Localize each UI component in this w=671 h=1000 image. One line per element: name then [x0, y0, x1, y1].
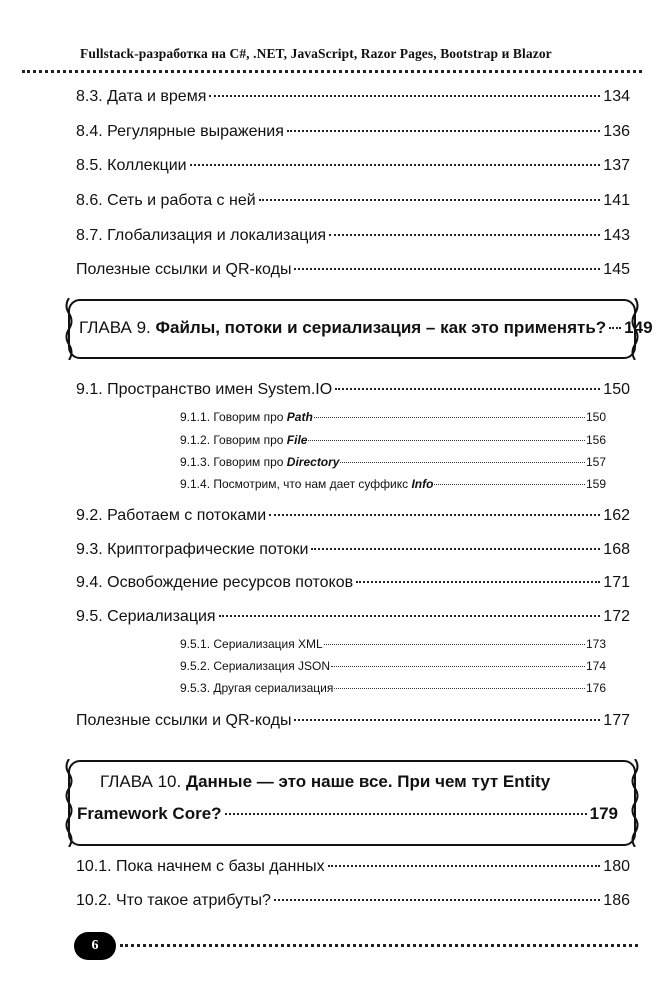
toc-entry[interactable]: [76, 261, 630, 279]
toc-entry-label: 8.3. Дата и время: [76, 88, 207, 105]
toc-subentry[interactable]: [180, 659, 606, 673]
leader-dots: [259, 199, 601, 201]
toc-entry[interactable]: [76, 892, 630, 910]
leader-dots: [335, 388, 600, 390]
toc-subentry[interactable]: [180, 477, 606, 491]
toc-subentry-term: Directory: [286, 455, 340, 469]
toc-subentry[interactable]: [180, 455, 606, 469]
toc-subentry-term: File: [286, 433, 308, 447]
leader-dots: [340, 462, 584, 463]
toc-entry-label: Полезные ссылки и QR-коды: [76, 712, 292, 729]
toc-entry-label: 9.5. Сериализация: [76, 608, 216, 625]
chapter-page: 149: [624, 318, 653, 337]
toc-entry[interactable]: [76, 712, 630, 730]
chapter-9-box: [68, 299, 653, 359]
leader-dots: [294, 268, 600, 270]
chapter-10-heading-line1[interactable]: [100, 772, 614, 792]
wavy-border-icon: [630, 759, 640, 847]
toc-subentry-page: 159: [585, 477, 606, 491]
leader-dots: [434, 484, 585, 485]
leader-dots: [209, 95, 600, 97]
toc-subentry-label: 9.5.2. Сериализация JSON: [180, 659, 331, 673]
toc-subentry[interactable]: [180, 681, 606, 695]
toc-subentry-term: Path: [286, 410, 313, 424]
toc-entry[interactable]: [76, 507, 630, 525]
leader-dots: [308, 440, 585, 441]
leader-dots: [334, 688, 585, 689]
toc-entry-label: 9.2. Работаем с потоками: [76, 507, 267, 524]
toc-entry[interactable]: [76, 858, 630, 876]
toc-entry-page: 162: [603, 507, 630, 524]
toc-entry-page: 137: [603, 157, 630, 174]
toc-entry[interactable]: [76, 227, 630, 245]
toc-subentry-label: 9.5.3. Другая сериализация: [180, 681, 334, 695]
toc-entry-page: 136: [603, 123, 630, 140]
leader-dots: [219, 615, 601, 617]
toc-entry-label: 10.1. Пока начнем с базы данных: [76, 858, 325, 875]
leader-dots: [329, 234, 600, 236]
toc-entry-page: 180: [603, 858, 630, 875]
leader-dots: [269, 514, 600, 516]
toc-subentry[interactable]: [180, 637, 606, 651]
toc-subentry[interactable]: [180, 410, 606, 424]
leader-dots: [356, 581, 600, 583]
toc-entry-label: 8.6. Сеть и работа с ней: [76, 192, 256, 209]
chapter-9-heading[interactable]: [79, 318, 653, 338]
header-divider: [22, 70, 642, 73]
toc-entry-label: 8.5. Коллекции: [76, 157, 187, 174]
leader-dots: [311, 548, 600, 550]
chapter-title-cont: Framework Core?: [77, 804, 222, 823]
leader-dots: [287, 130, 600, 132]
toc-subentry-page: 176: [585, 681, 606, 695]
toc-entry[interactable]: [76, 608, 630, 626]
page-number-badge: 6: [74, 932, 116, 960]
toc-entry-page: 171: [603, 574, 630, 591]
chapter-10-heading-line2[interactable]: [77, 804, 618, 824]
toc-entry[interactable]: [76, 157, 630, 175]
toc-entry[interactable]: [76, 574, 630, 592]
toc-subentry-label: 9.1.4. Посмотрим, что нам дает суффикс: [180, 477, 409, 491]
running-header: Fullstack-разработка на C#, .NET, JavaScript, Razor Pages, Bootstrap и Blazor: [80, 46, 552, 61]
toc-subentry-term: Info: [411, 477, 434, 491]
wavy-border-icon: [64, 759, 74, 847]
toc-entry[interactable]: [76, 381, 630, 399]
toc-entry-page: 134: [603, 88, 630, 105]
leader-dots: [328, 865, 601, 867]
chapter-page: 179: [589, 804, 618, 823]
toc-entry-label: Полезные ссылки и QR-коды: [76, 261, 292, 278]
toc-subentry[interactable]: [180, 433, 606, 447]
toc-subentry-label: 9.1.2. Говорим про: [180, 433, 284, 447]
toc-entry-page: 168: [603, 541, 630, 558]
toc-entry-label: 9.3. Криптографические потоки: [76, 541, 309, 558]
leader-dots: [331, 666, 585, 667]
toc-entry[interactable]: [76, 541, 630, 559]
leader-dots: [314, 417, 585, 418]
toc-entry-label: 10.2. Что такое атрибуты?: [76, 892, 271, 909]
leader-dots: [274, 899, 600, 901]
toc-subentry-page: 173: [585, 637, 606, 651]
chapter-prefix: ГЛАВА 9.: [79, 318, 151, 337]
toc-entry-page: 145: [603, 261, 630, 278]
toc-entry[interactable]: [76, 123, 630, 141]
toc-subentry-page: 150: [585, 410, 606, 424]
toc-entry-label: 8.4. Регулярные выражения: [76, 123, 284, 140]
toc-subentry-page: 174: [585, 659, 606, 673]
toc-entry-label: 9.1. Пространство имен System.IO: [76, 381, 333, 398]
toc-subentry-label: 9.1.3. Говорим про: [180, 455, 284, 469]
chapter-title: Данные — это наше все. При чем тут Entity: [185, 772, 551, 791]
toc-entry[interactable]: [76, 88, 630, 106]
toc-entry-page: 141: [603, 192, 630, 209]
chapter-title: Файлы, потоки и сериализация – как это применять?: [155, 318, 607, 337]
toc-entry-page: 143: [603, 227, 630, 244]
chapter-10-box: [68, 760, 636, 846]
toc-entry[interactable]: [76, 192, 630, 210]
toc-subentry-label: 9.1.1. Говорим про: [180, 410, 284, 424]
chapter-prefix: ГЛАВА 10.: [100, 772, 182, 791]
leader-dots: [324, 644, 585, 645]
toc-entry-page: 177: [603, 712, 630, 729]
toc-entry-page: 186: [603, 892, 630, 909]
footer-divider: [120, 944, 638, 947]
leader-dots: [225, 813, 587, 815]
leader-dots: [609, 327, 621, 329]
wavy-border-icon: [64, 298, 74, 360]
toc-subentry-page: 157: [585, 455, 606, 469]
toc-entry-label: 8.7. Глобализация и локализация: [76, 227, 327, 244]
toc-subentry-label: 9.5.1. Сериализация XML: [180, 637, 323, 651]
toc-entry-page: 150: [603, 381, 630, 398]
toc-entry-page: 172: [603, 608, 630, 625]
toc-subentry-page: 156: [585, 433, 606, 447]
leader-dots: [294, 719, 600, 721]
leader-dots: [190, 164, 601, 166]
toc-entry-label: 9.4. Освобождение ресурсов потоков: [76, 574, 354, 591]
